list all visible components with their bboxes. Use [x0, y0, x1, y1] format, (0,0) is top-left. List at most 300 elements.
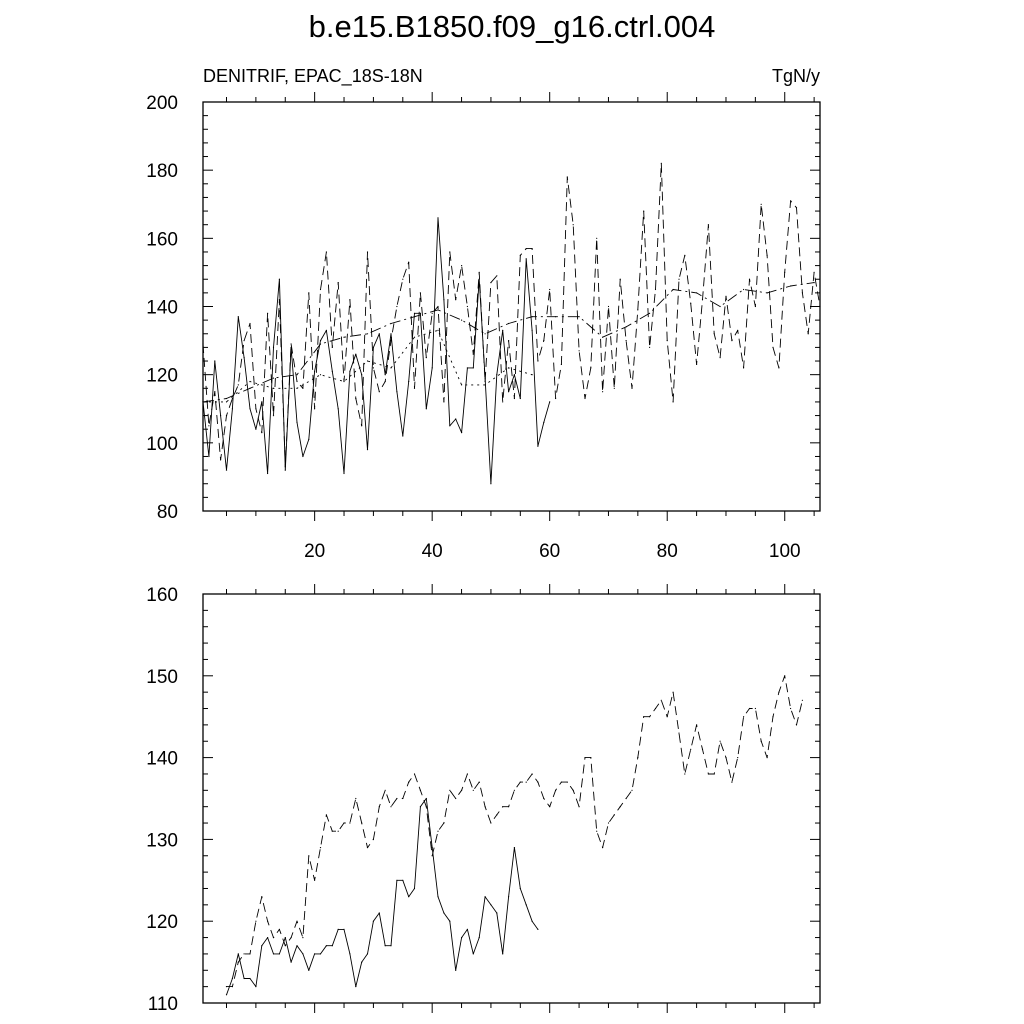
bottom-panel — [146, 584, 820, 1015]
bottom-series-dashed-point — [661, 700, 662, 701]
bottom-series-solid-point — [232, 978, 233, 979]
top-series-dotted-point — [437, 330, 438, 331]
top-series-dashed-point — [279, 299, 280, 300]
bottom-series-solid-point — [261, 945, 262, 946]
top-series-solid-point — [549, 401, 550, 402]
top-y-tick-label: 100 — [146, 433, 178, 455]
bottom-series-dashed-line — [227, 676, 803, 987]
top-series-dash-dot-point — [602, 337, 603, 338]
top-series-solid-point — [220, 415, 221, 416]
bottom-series-dashed-point — [761, 741, 762, 742]
top-series-dashed-point — [202, 343, 203, 344]
bottom-series-dashed-point — [255, 921, 256, 922]
bottom-series-dashed-point — [379, 806, 380, 807]
top-series-solid-point — [355, 354, 356, 355]
top-series-solid-point — [349, 371, 350, 372]
bottom-series-solid-point — [432, 847, 433, 848]
top-series-solid-point — [367, 449, 368, 450]
top-series-solid-point — [543, 422, 544, 423]
top-series-dashed-point — [720, 357, 721, 358]
bottom-series-solid-point — [514, 847, 515, 848]
top-series-dotted-point — [461, 384, 462, 385]
top-series-dashed-point — [385, 381, 386, 382]
bottom-series-solid-point — [426, 798, 427, 799]
bottom-series-dashed-point — [537, 782, 538, 783]
top-series-dashed-point — [678, 279, 679, 280]
bottom-series-dashed-point — [755, 708, 756, 709]
top-series-dashed-point — [226, 415, 227, 416]
bottom-series-dashed-point — [443, 822, 444, 823]
bottom-series-solid-point — [255, 986, 256, 987]
top-series-solid-point — [461, 432, 462, 433]
top-series-dash-dot-point — [437, 309, 438, 310]
top-series-dashed-point — [214, 391, 215, 392]
top-series-dashed-point — [573, 224, 574, 225]
top-series-dash-dot-point — [743, 289, 744, 290]
top-series-solid-point — [414, 313, 415, 314]
bottom-series-dashed-point — [332, 831, 333, 832]
bottom-series-dashed-point — [267, 921, 268, 922]
top-y-tick-label: 200 — [146, 93, 178, 114]
top-series-dashed-point — [296, 381, 297, 382]
top-series-dashed-point — [784, 272, 785, 273]
top-series-dashed-point — [473, 354, 474, 355]
top-series-dashed-point — [702, 299, 703, 300]
bottom-series-solid-points — [226, 798, 539, 996]
bottom-series-dashed-point — [420, 790, 421, 791]
top-series-dashed-point — [261, 432, 262, 433]
bottom-series-solid-point — [279, 953, 280, 954]
bottom-series-dashed-point — [514, 790, 515, 791]
bottom-series-dashed-point — [408, 782, 409, 783]
bottom-series-solid-point — [267, 937, 268, 938]
top-series-solid-point — [502, 330, 503, 331]
top-series-solid-point — [379, 333, 380, 334]
top-series-dashed-point — [320, 289, 321, 290]
bottom-series-solid-line — [227, 799, 538, 995]
bottom-series-solid-point — [308, 970, 309, 971]
bottom-panel-plot — [146, 584, 820, 1015]
bottom-series-solid-point — [332, 945, 333, 946]
top-series-dashed-point — [479, 272, 480, 273]
top-series-dashed-point — [684, 255, 685, 256]
bottom-series-dashed-point — [320, 847, 321, 848]
bottom-series-solid-point — [537, 929, 538, 930]
bottom-y-tick-label: 110 — [147, 994, 178, 1015]
bottom-series-dashed-point — [678, 733, 679, 734]
top-series-solid-point — [302, 456, 303, 457]
top-series-dashed-point — [579, 350, 580, 351]
top-series-dashed-point — [285, 466, 286, 467]
top-series-dash-dot-point — [673, 289, 674, 290]
top-series-dashed-point — [643, 211, 644, 212]
top-series-dashed-point — [584, 398, 585, 399]
top-series-dashed-point — [332, 347, 333, 348]
top-series-dashed-point — [514, 398, 515, 399]
top-series-dashed-point — [244, 340, 245, 341]
top-series-dashed-point — [761, 204, 762, 205]
top-series-dashed-point — [490, 282, 491, 283]
bottom-series-dashed-point — [349, 822, 350, 823]
top-series-dashed-point — [426, 357, 427, 358]
top-series-solid-point — [332, 371, 333, 372]
top-series-dashed-point — [590, 367, 591, 368]
top-series-dashed-point — [208, 425, 209, 426]
bottom-series-solid-point — [467, 929, 468, 930]
top-series-dash-dot-point — [249, 388, 250, 389]
top-series-dashed-point — [249, 323, 250, 324]
top-series-solid-point — [279, 279, 280, 280]
top-series-dashed-point — [455, 299, 456, 300]
bottom-series-dashed-point — [296, 921, 297, 922]
top-series-solid-point — [326, 330, 327, 331]
bottom-series-dashed-point — [385, 790, 386, 791]
bottom-series-solid-point — [349, 953, 350, 954]
top-series-dash-dot-point — [720, 306, 721, 307]
bottom-series-dashed-point — [743, 716, 744, 717]
bottom-series-dashed-point — [626, 798, 627, 799]
top-series-dashed-point — [667, 340, 668, 341]
bottom-series-dashed-point — [285, 945, 286, 946]
top-series-solid-point — [520, 398, 521, 399]
bottom-series-dashed-point — [279, 929, 280, 930]
top-series-dashed-point — [238, 384, 239, 385]
top-series-dashed-point — [467, 306, 468, 307]
top-series-dashed-point — [537, 360, 538, 361]
top-series-solid-point — [449, 425, 450, 426]
top-series-dashed-point — [485, 381, 486, 382]
bottom-series-dashed-point — [655, 708, 656, 709]
bottom-series-solid-point — [490, 904, 491, 905]
bottom-series-dashed-point — [390, 806, 391, 807]
bottom-series-dashed-point — [238, 962, 239, 963]
top-series-solid-point — [296, 422, 297, 423]
top-series-dashed-point — [631, 388, 632, 389]
top-series-dashed-point — [396, 306, 397, 307]
bottom-series-solid-point — [244, 978, 245, 979]
top-series-dashed-point — [772, 347, 773, 348]
bottom-series-dashed-point — [778, 692, 779, 693]
bottom-series-solid-point — [473, 953, 474, 954]
top-series-solid-point — [214, 360, 215, 361]
bottom-series-dashed-point — [543, 798, 544, 799]
top-series-dash-dot-point — [414, 316, 415, 317]
top-series-solid-point — [385, 374, 386, 375]
top-series-dashed-point — [743, 367, 744, 368]
top-series-dash-dot-point — [532, 316, 533, 317]
bottom-series-dashed-point — [596, 831, 597, 832]
bottom-series-dashed-point — [502, 806, 503, 807]
top-y-tick-label: 160 — [146, 229, 178, 251]
bottom-series-dashed-point — [561, 782, 562, 783]
bottom-series-dashed-point — [631, 790, 632, 791]
top-y-tick-label: 180 — [146, 161, 178, 183]
top-panel-units-label: TgN/y — [771, 66, 820, 86]
top-series-dashed-point — [755, 306, 756, 307]
top-series-dashed-point — [796, 207, 797, 208]
bottom-series-solid-point — [373, 921, 374, 922]
top-series-solid-point — [426, 408, 427, 409]
top-series-dashed-point — [608, 306, 609, 307]
bottom-series-dashed-point — [314, 880, 315, 881]
top-series-dotted-point — [273, 388, 274, 389]
top-x-tick-label: 60 — [539, 541, 561, 562]
bottom-series-solid-point — [326, 945, 327, 946]
top-series-dashed-point — [637, 309, 638, 310]
top-series-dash-dot-point — [696, 292, 697, 293]
bottom-series-solid-point — [396, 880, 397, 881]
bottom-series-dashed-point — [708, 773, 709, 774]
bottom-series-dashed-point — [614, 814, 615, 815]
bottom-series-dashed-point — [690, 749, 691, 750]
top-series-dashed-point — [361, 425, 362, 426]
bottom-series-solid-point — [238, 953, 239, 954]
top-series-solid-point — [508, 391, 509, 392]
bottom-series-solid-point — [420, 806, 421, 807]
bottom-series-solid-point — [402, 880, 403, 881]
top-series-dash-dot-point — [767, 292, 768, 293]
bottom-series-dashed-point — [261, 896, 262, 897]
bottom-series-dashed-point — [526, 782, 527, 783]
bottom-series-dashed-point — [790, 708, 791, 709]
top-series-solid-point — [255, 429, 256, 430]
top-series-dashed-point — [561, 364, 562, 365]
top-series-dashed-point — [402, 279, 403, 280]
bottom-series-dashed-point — [496, 814, 497, 815]
top-series-dashed-point — [273, 415, 274, 416]
top-series-dashed-point — [291, 343, 292, 344]
top-series-solid-point — [408, 381, 409, 382]
top-series-dash-dot-point — [367, 333, 368, 334]
top-series-solid-point — [238, 316, 239, 317]
top-series-dotted-point — [296, 388, 297, 389]
top-series-dashed-point — [778, 367, 779, 368]
bottom-series-dashed-point — [432, 855, 433, 856]
bottom-series-dashed-point — [367, 847, 368, 848]
bottom-series-dashed-point — [584, 757, 585, 758]
bottom-series-dashed-points — [226, 675, 803, 987]
bottom-series-solid-point — [461, 937, 462, 938]
top-y-tick-label: 140 — [146, 297, 178, 319]
bottom-series-dashed-point — [373, 839, 374, 840]
top-series-dashed-point — [661, 163, 662, 164]
top-series-dashed-point — [737, 330, 738, 331]
top-series-solid-point — [273, 347, 274, 348]
top-series-dashed-point — [690, 303, 691, 304]
bottom-series-dashed-point — [326, 814, 327, 815]
top-series-solid-point — [496, 374, 497, 375]
top-series-dashed-point — [708, 224, 709, 225]
top-series-dashed-point — [767, 255, 768, 256]
bottom-series-dashed-point — [643, 716, 644, 717]
top-series-solid-point — [420, 313, 421, 314]
bottom-series-dashed-point — [731, 782, 732, 783]
bottom-series-solid-point — [302, 953, 303, 954]
bottom-series-solid-point — [285, 937, 286, 938]
bottom-series-solid-point — [408, 896, 409, 897]
top-series-dashed-point — [379, 391, 380, 392]
top-series-dashed-point — [408, 262, 409, 263]
bottom-series-dashed-point — [579, 806, 580, 807]
bottom-series-dashed-point — [649, 716, 650, 717]
top-series-solid-point — [320, 340, 321, 341]
bottom-series-dashed-point — [796, 724, 797, 725]
top-series-dashed-point — [790, 200, 791, 201]
top-y-tick-label: 120 — [146, 365, 178, 387]
bottom-series-dashed-point — [361, 822, 362, 823]
top-series-dash-dot-point — [296, 374, 297, 375]
top-series-solid-point — [490, 483, 491, 484]
bottom-y-tick-label: 130 — [146, 830, 178, 852]
bottom-series-dashed-point — [696, 724, 697, 725]
bottom-series-dashed-point — [343, 822, 344, 823]
bottom-series-solid-point — [314, 953, 315, 954]
top-series-dashed-point — [725, 296, 726, 297]
top-x-tick-label: 100 — [768, 541, 801, 562]
top-series-dashed-point — [390, 340, 391, 341]
top-series-solid-point — [443, 299, 444, 300]
bottom-series-solid-point — [485, 896, 486, 897]
bottom-series-dashed-point — [784, 675, 785, 676]
top-series-solid-point — [455, 418, 456, 419]
top-series-dashed-point — [649, 347, 650, 348]
top-series-solid-point — [314, 371, 315, 372]
bottom-series-solid-point — [291, 962, 292, 963]
bottom-series-dashed-point — [455, 798, 456, 799]
bottom-series-dashed-point — [396, 798, 397, 799]
top-series-dashed-point — [437, 306, 438, 307]
bottom-series-dashed-point — [426, 806, 427, 807]
bottom-series-solid-point — [437, 896, 438, 897]
bottom-series-dashed-point — [490, 822, 491, 823]
top-series-solid-point — [285, 470, 286, 471]
top-series-dash-dot-point — [579, 316, 580, 317]
top-series-dashed-point — [355, 398, 356, 399]
top-series-dashed-point — [267, 313, 268, 314]
bottom-series-dashed-point — [302, 937, 303, 938]
bottom-series-solid-point — [532, 921, 533, 922]
bottom-series-solid-point — [343, 929, 344, 930]
bottom-series-solid-point — [338, 929, 339, 930]
bottom-series-dashed-point — [244, 953, 245, 954]
top-series-dashed-points — [202, 163, 820, 468]
bottom-series-solid-point — [502, 953, 503, 954]
top-series-solid-line — [203, 218, 550, 484]
top-series-solid-point — [432, 367, 433, 368]
top-series-solid-points — [202, 217, 550, 484]
bottom-series-dashed-point — [637, 757, 638, 758]
bottom-series-dashed-point — [602, 847, 603, 848]
top-series-dashed-point — [373, 367, 374, 368]
top-panel — [146, 66, 820, 562]
top-series-solid-point — [208, 456, 209, 457]
top-series-dotted-point — [485, 384, 486, 385]
top-series-dashed-point — [432, 313, 433, 314]
top-series-dash-dot-point — [790, 285, 791, 286]
top-series-dashed-point — [543, 340, 544, 341]
top-series-dashed-point — [731, 340, 732, 341]
top-series-solid-point — [226, 470, 227, 471]
top-series-solid-point — [343, 473, 344, 474]
bottom-series-dashed-point — [508, 806, 509, 807]
bottom-series-dashed-point — [684, 773, 685, 774]
top-series-dash-dot-point — [555, 316, 556, 317]
bottom-series-solid-point — [296, 945, 297, 946]
bottom-series-solid-point — [361, 962, 362, 963]
top-series-dashed-point — [496, 275, 497, 276]
top-series-dash-dot-point — [649, 313, 650, 314]
top-series-dash-dot-point — [226, 398, 227, 399]
bottom-series-dashed-point — [667, 716, 668, 717]
bottom-series-solid-point — [449, 921, 450, 922]
bottom-series-dashed-point — [608, 822, 609, 823]
bottom-series-dashed-point — [449, 790, 450, 791]
bottom-y-tick-label: 140 — [146, 748, 178, 770]
bottom-series-dashed-point — [308, 855, 309, 856]
top-series-solid-point — [308, 439, 309, 440]
bottom-series-solid-point — [508, 896, 509, 897]
top-series-dotted-point — [414, 337, 415, 338]
bottom-series-dashed-point — [737, 757, 738, 758]
top-series-solid-point — [361, 374, 362, 375]
bottom-series-dashed-point — [520, 782, 521, 783]
top-series-solid-point — [532, 330, 533, 331]
top-series-dash-dot-point — [814, 282, 815, 283]
top-series-dashed-point — [819, 306, 820, 307]
bottom-series-dashed-point — [402, 798, 403, 799]
bottom-series-solid-point — [443, 912, 444, 913]
bottom-series-dashed-point — [355, 798, 356, 799]
bottom-series-dashed-point — [573, 790, 574, 791]
top-series-dashed-point — [461, 265, 462, 266]
top-series-dashed-point — [749, 279, 750, 280]
bottom-y-tick-label: 150 — [146, 666, 178, 688]
top-series-dashed-point — [549, 289, 550, 290]
top-series-solid-point — [437, 217, 438, 218]
top-series-dashed-point — [449, 251, 450, 252]
bottom-series-dashed-point — [467, 773, 468, 774]
top-series-dashed-point — [673, 401, 674, 402]
top-series-solid-point — [244, 357, 245, 358]
top-series-dashed-point — [232, 398, 233, 399]
top-series-dashed-point — [614, 388, 615, 389]
top-series-dashed-point — [808, 333, 809, 334]
top-series-dashed-point — [414, 388, 415, 389]
top-series-solid-point — [249, 408, 250, 409]
bottom-series-dashed-point — [567, 782, 568, 783]
top-series-dashed-point — [696, 364, 697, 365]
bottom-series-dashed-point — [473, 790, 474, 791]
bottom-series-solid-point — [414, 888, 415, 889]
top-series-dashed-point — [302, 388, 303, 389]
bottom-series-dashed-point — [437, 831, 438, 832]
top-series-dotted-point — [390, 367, 391, 368]
bottom-series-dashed-point — [590, 757, 591, 758]
bottom-series-dashed-point — [414, 773, 415, 774]
top-series-dashed-line — [203, 163, 820, 466]
bottom-series-dashed-point — [461, 790, 462, 791]
top-series-solid-point — [373, 347, 374, 348]
top-series-dashed-point — [602, 391, 603, 392]
top-series-dashed-point — [520, 255, 521, 256]
top-series-solid-point — [537, 446, 538, 447]
top-series-dotted-point — [202, 401, 203, 402]
bottom-series-dashed-point — [673, 692, 674, 693]
top-x-tick-label: 80 — [656, 541, 678, 562]
top-series-solid-point — [338, 408, 339, 409]
top-series-dashed-point — [555, 398, 556, 399]
top-series-solid-point — [232, 408, 233, 409]
